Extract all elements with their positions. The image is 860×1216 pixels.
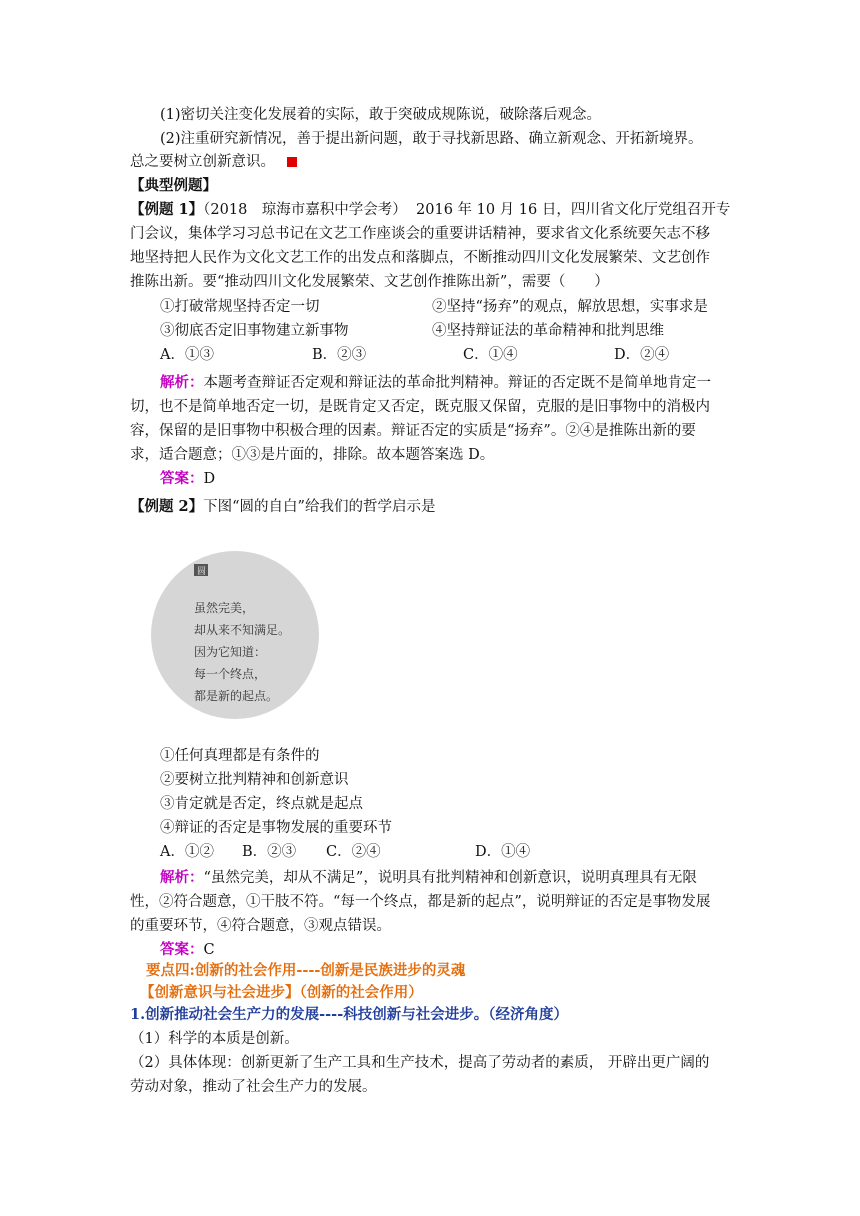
intro-summary-text: 总之要树立创新意识。: [130, 154, 275, 170]
example-1-item-4: ④坚持辩证法的革命精神和批判思维: [432, 323, 664, 339]
example-1-analysis-line-4: 求，适合题意；①③是片面的，排除。故本题答案选 D。: [130, 447, 495, 463]
example-2-answer-value: C: [203, 942, 215, 958]
example-1-analysis-line-2: 切，也不是简单地否定一切，是既肯定又否定，既克服又保留，克服的是旧事物中的消极内: [130, 399, 710, 415]
example-1-answer-value: D: [203, 471, 216, 487]
example-2-analysis-label: 解析：: [160, 869, 204, 886]
example-2-stem-text: 下图“圆的自白”给我们的哲学启示是: [203, 499, 436, 515]
example-2-item-3: ③肯定就是否定，终点就是起点: [160, 796, 363, 812]
example-1-label: 【例题 1】: [130, 201, 204, 218]
example-2-item-2: ②要树立批判精神和创新意识: [160, 772, 349, 788]
example-1-answer: [160, 468, 215, 490]
example-2-analysis-line-3: 的重要环节，④符合题意，③观点错误。: [130, 918, 391, 934]
example-1-stem-line-3: 地坚持把人民作为文化文艺工作的出发点和落脚点，不断推动四川文化发展繁荣、文艺创作: [130, 250, 710, 266]
section-heading: 【典型例题】: [130, 177, 217, 194]
example-1-analysis-label: 解析：: [160, 374, 204, 391]
circle-monologue-image: [150, 540, 320, 730]
example-2-analysis-line-1: [160, 867, 697, 889]
intro-summary: [130, 151, 297, 173]
example-2-label: 【例题 2】: [130, 498, 204, 515]
image-title: 圆: [197, 567, 207, 577]
example-1-analysis-line-1: [160, 372, 711, 394]
point-4-paragraph-2b: 劳动对象，推动了社会生产力的发展。: [130, 1079, 377, 1095]
point-4-item-1: 1.创新推动社会生产力的发展----科技创新与社会进步。（经济角度）: [130, 1006, 568, 1023]
example-1-stem-start: 2016 年 10 月 16 日，四川省文化厅党组召开专: [416, 202, 731, 218]
image-line-1: 虽然完美，: [194, 601, 255, 615]
example-2-item-1: ①任何真理都是有条件的: [160, 748, 320, 764]
example-1-item-3: ③彻底否定旧事物建立新事物: [160, 323, 349, 339]
example-1-analysis-line-3: 容，保留的是旧事物中积极合理的因素。辩证否定的实质是“扬弃”。②④是推陈出新的要: [130, 423, 696, 439]
example-2-choice-b: B．②③: [242, 844, 297, 860]
example-1-item-2: ②坚持“扬弃”的观点，解放思想，实事求是: [432, 299, 708, 315]
example-1-choice-b: B．②③: [312, 347, 367, 363]
image-line-5: 都是新的起点。: [194, 689, 279, 703]
example-1-answer-label: 答案：: [160, 470, 204, 487]
example-1-stem-line-2: 门会议，集体学习习总书记在文艺工作座谈会的重要讲话精神，要求省文化系统要矢志不移: [130, 226, 710, 242]
example-2-choice-a: A．①②: [160, 844, 214, 860]
example-2-item-4: ④辩证的否定是事物发展的重要环节: [160, 820, 392, 836]
example-2-answer-label: 答案：: [160, 941, 204, 958]
example-2-choice-c: C．②④: [326, 844, 381, 860]
image-line-4: 每一个终点，: [194, 667, 267, 681]
example-2-choice-d: D．①④: [475, 844, 531, 860]
point-4-heading: 要点四:创新的社会作用----创新是民族进步的灵魂: [146, 962, 466, 979]
point-4-subheading: 【创新意识与社会进步】（创新的社会作用）: [140, 984, 423, 1001]
image-line-2: 却从来不知满足。: [194, 623, 291, 637]
red-square-mark: [287, 157, 297, 167]
example-1-choice-d: D．②④: [614, 347, 670, 363]
example-1-item-1: ①打破常规坚持否定一切: [160, 299, 320, 315]
example-2-answer: [160, 939, 215, 961]
example-1-stem-line-1: [130, 199, 730, 221]
example-1-choice-c: C．①④: [463, 347, 518, 363]
point-4-paragraph-2a: （2）具体体现：创新更新了生产工具和生产技术，提高了劳动者的素质， 开辟出更广阔的: [130, 1055, 710, 1071]
example-1-source: （2018 琼海市嘉积中学会考）: [203, 202, 407, 218]
example-1-stem-line-4: 推陈出新。要“推动四川文化发展繁荣、文艺创作推陈出新”，需要（ ）: [130, 274, 609, 290]
example-2-analysis-start: “虽然完美，却从不满足”，说明具有批判精神和创新意识，说明真理具有无限: [203, 870, 697, 886]
point-4-paragraph-1: （1）科学的本质是创新。: [130, 1031, 299, 1047]
intro-paragraph-2: (2)注重研究新情况，善于提出新问题，敢于寻找新思路、确立新观念、开拓新境界。: [160, 131, 703, 147]
image-line-3: 因为它知道：: [194, 645, 267, 659]
example-2-stem: [130, 496, 435, 518]
example-2-analysis-line-2: 性，②符合题意，①干肢不符。“每一个终点，都是新的起点”，说明辩证的否定是事物发展: [130, 894, 711, 910]
intro-paragraph-1: (1)密切关注变化发展着的实际，敢于突破成规陈说，破除落后观念。: [160, 107, 602, 123]
example-1-choice-a: A．①③: [160, 347, 214, 363]
example-1-analysis-start: 本题考查辩证否定观和辩证法的革命批判精神。辩证的否定既不是简单地肯定一: [203, 375, 711, 391]
